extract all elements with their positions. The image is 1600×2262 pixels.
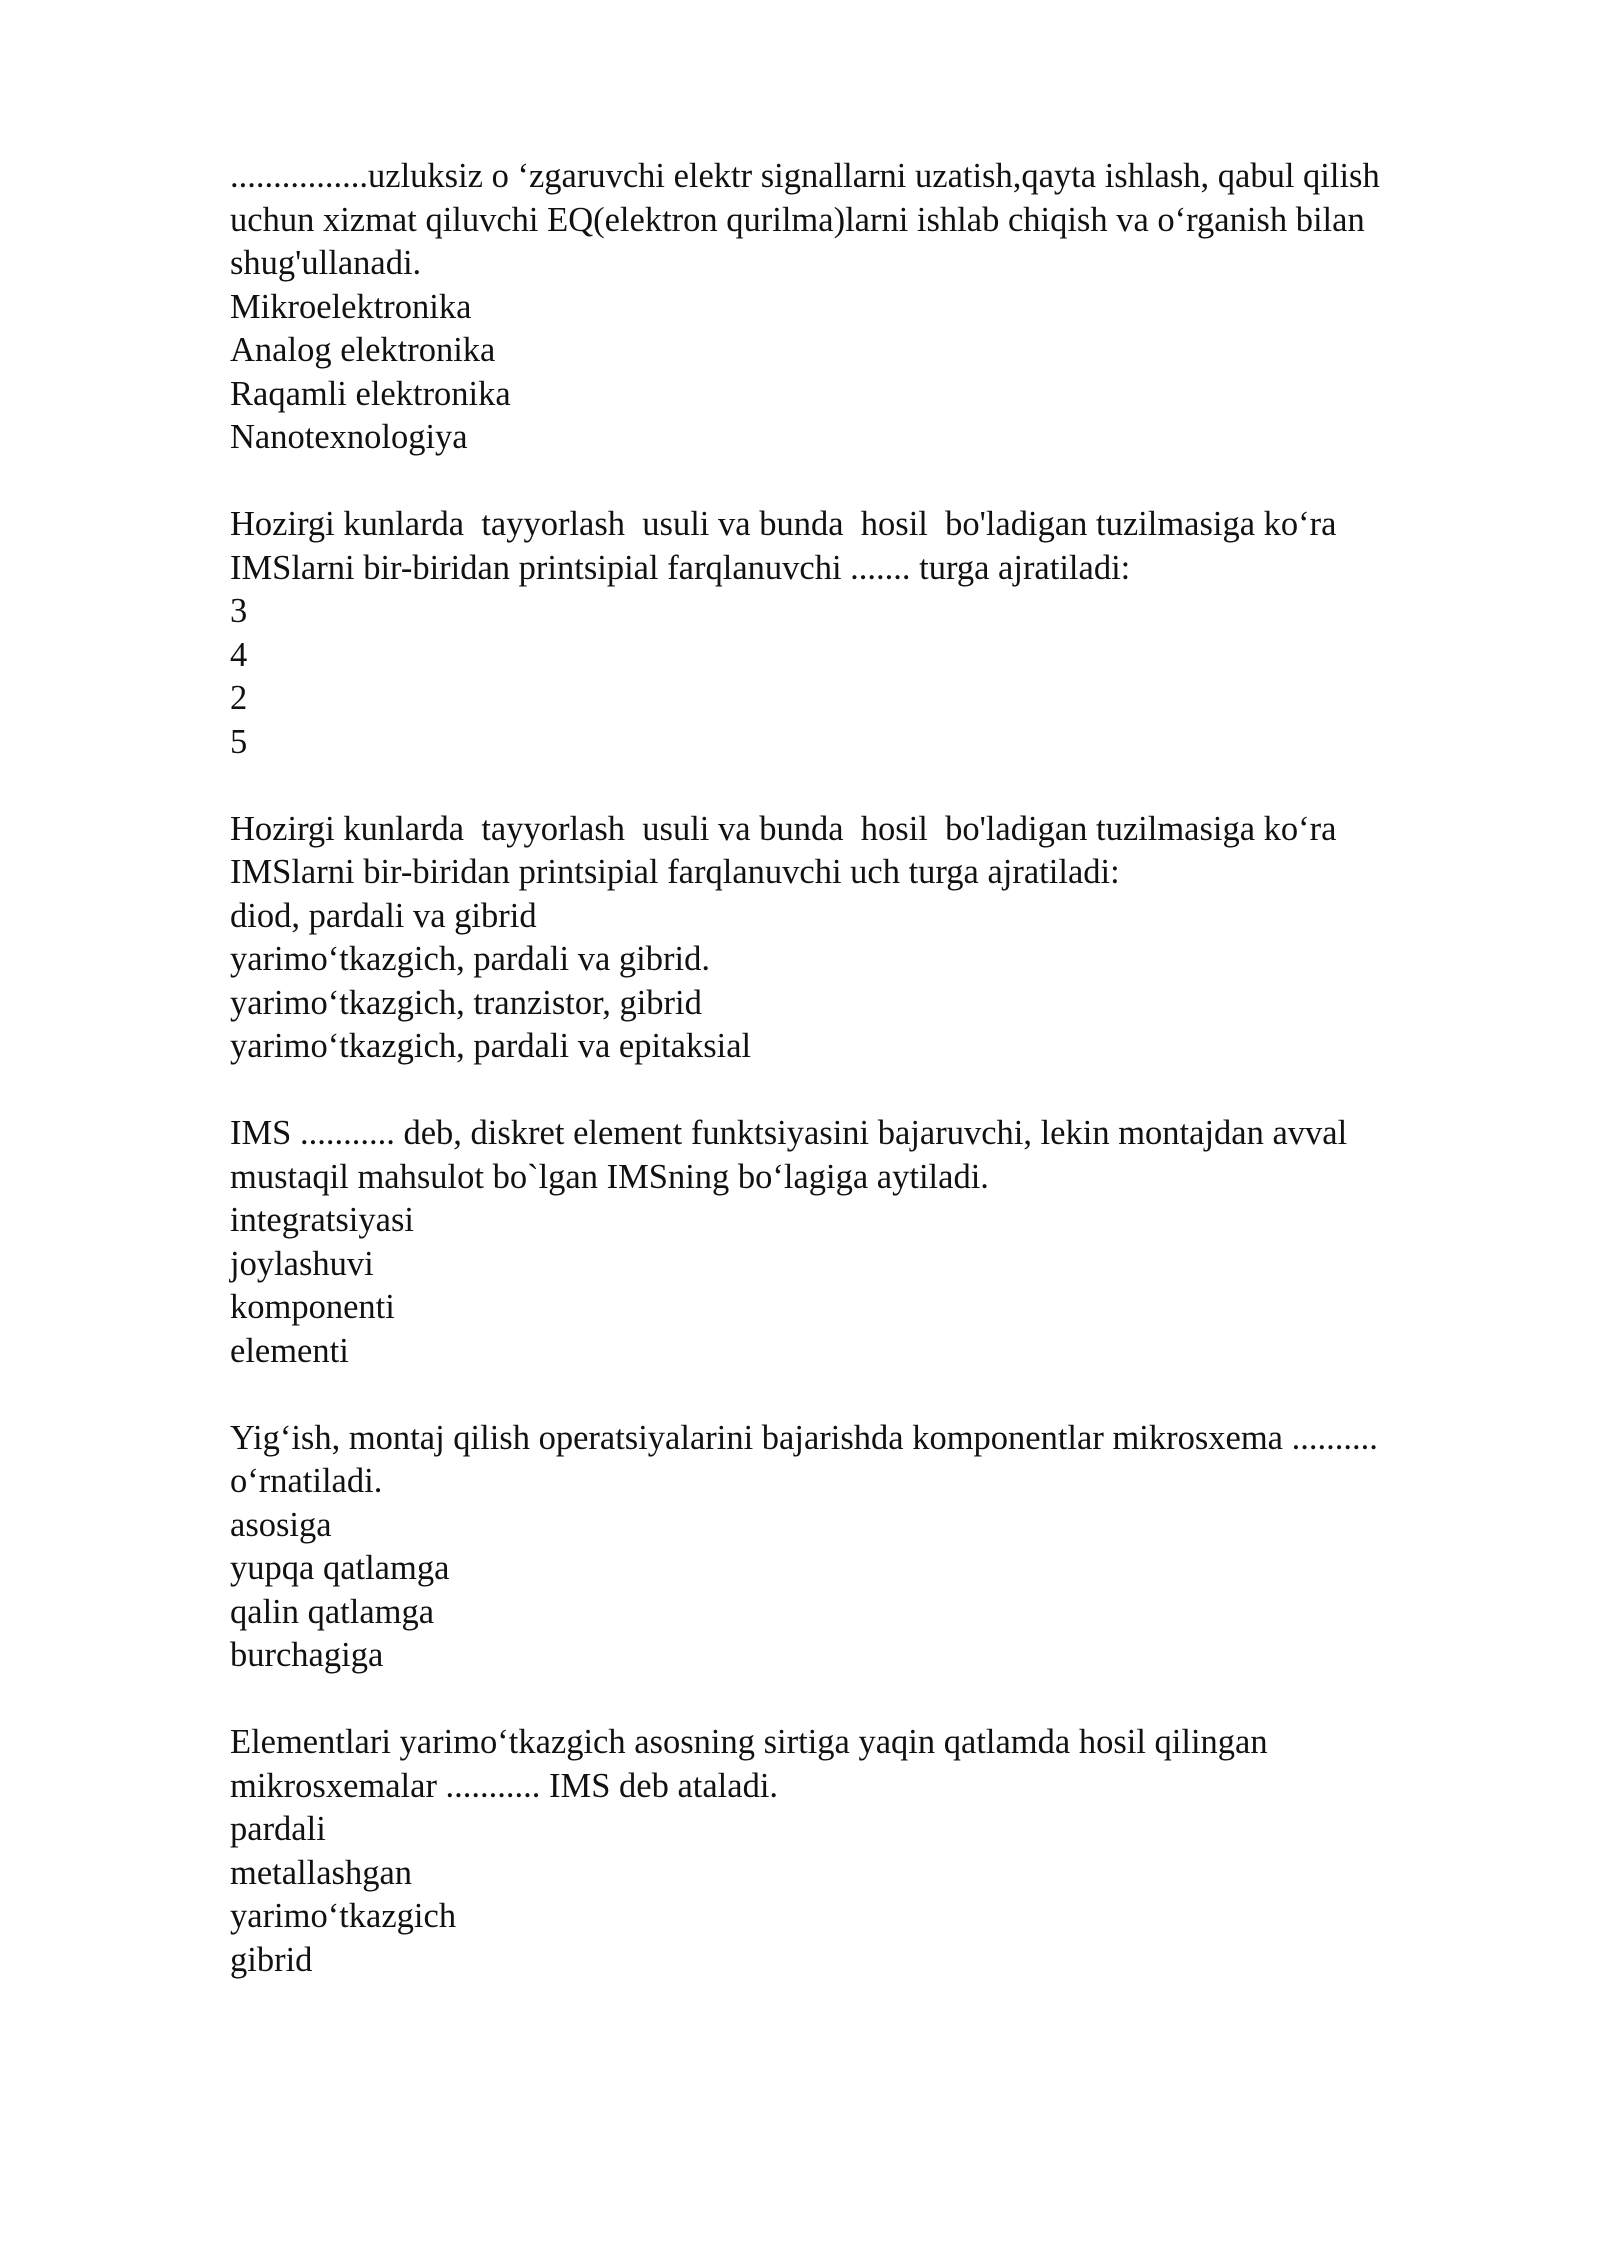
question-line: IMS ........... deb, diskret element funktsiyasini bajaruvchi, lekin montajdan avval <box>230 1114 1348 1152</box>
answer-option: elementi <box>230 1331 349 1370</box>
answer-option: Nanotexnologiya <box>230 418 468 456</box>
answer-option: integratsiyasi <box>230 1201 414 1239</box>
question-line: IMSlarni bir-biridan printsipial farqlanuvchi ....... turga ajratiladi: <box>230 548 1131 587</box>
question-line: mikrosxemalar ........... IMS deb ataladi. <box>230 1766 779 1805</box>
question-line: shug'ullanadi. <box>230 244 422 282</box>
answer-option: yupqa qatlamga <box>230 1549 450 1587</box>
answer-option: 2 <box>230 679 248 717</box>
question-line: Yig‘ish, montaj qilish operatsiyalarini bajarishda komponentlar mikrosxema .......... <box>230 1418 1378 1457</box>
question-block-4 <box>230 1112 1530 1373</box>
question-line: Hozirgi kunlarda tayyorlash usuli va bunda hosil bo'ladigan tuzilmasiga ko‘ra <box>230 505 1337 543</box>
question-line: ................uzluksiz o ‘zgaruvchi elektr signallarni uzatish,qayta ishlash, qabul qilish <box>230 157 1380 195</box>
answer-option: yarimo‘tkazgich, pardali va gibrid. <box>230 940 710 978</box>
document-page <box>230 155 1530 2026</box>
question-block-6 <box>230 1721 1530 1982</box>
answer-option: yarimo‘tkazgich <box>230 1897 457 1935</box>
answer-option: Analog elektronika <box>230 331 496 369</box>
question-line: o‘rnatiladi. <box>230 1462 383 1500</box>
answer-option: pardali <box>230 1810 326 1848</box>
answer-option: asosiga <box>230 1505 332 1544</box>
answer-option: komponenti <box>230 1288 395 1326</box>
question-line: uchun xizmat qiluvchi EQ(elektron qurilma)larni ishlab chiqish va o‘rganish bilan <box>230 200 1365 239</box>
answer-option: 4 <box>230 635 248 674</box>
question-line: Elementlari yarimo‘tkazgich asosning sirtiga yaqin qatlamda hosil qilingan <box>230 1723 1268 1761</box>
answer-option: gibrid <box>230 1940 313 1979</box>
answer-option: Raqamli elektronika <box>230 374 511 413</box>
answer-option: diod, pardali va gibrid <box>230 896 537 935</box>
question-block-3 <box>230 808 1530 1069</box>
answer-option: Mikroelektronika <box>230 287 472 326</box>
answer-option: metallashgan <box>230 1853 413 1892</box>
answer-option: 5 <box>230 722 248 761</box>
answer-option: yarimo‘tkazgich, tranzistor, gibrid <box>230 983 702 1022</box>
answer-option: 3 <box>230 592 248 630</box>
question-block-1 <box>230 155 1530 460</box>
answer-option: yarimo‘tkazgich, pardali va epitaksial <box>230 1027 752 1065</box>
question-block-2 <box>230 503 1530 764</box>
answer-option: qalin qatlamga <box>230 1592 435 1631</box>
question-line: IMSlarni bir-biridan printsipial farqlanuvchi uch turga ajratiladi: <box>230 853 1120 891</box>
question-line: Hozirgi kunlarda tayyorlash usuli va bunda hosil bo'ladigan tuzilmasiga ko‘ra <box>230 809 1337 848</box>
answer-option: joylashuvi <box>230 1244 374 1283</box>
question-block-5 <box>230 1417 1530 1678</box>
answer-option: burchagiga <box>230 1636 384 1674</box>
question-line: mustaqil mahsulot bo`lgan IMSning bo‘lagiga aytiladi. <box>230 1157 989 1196</box>
